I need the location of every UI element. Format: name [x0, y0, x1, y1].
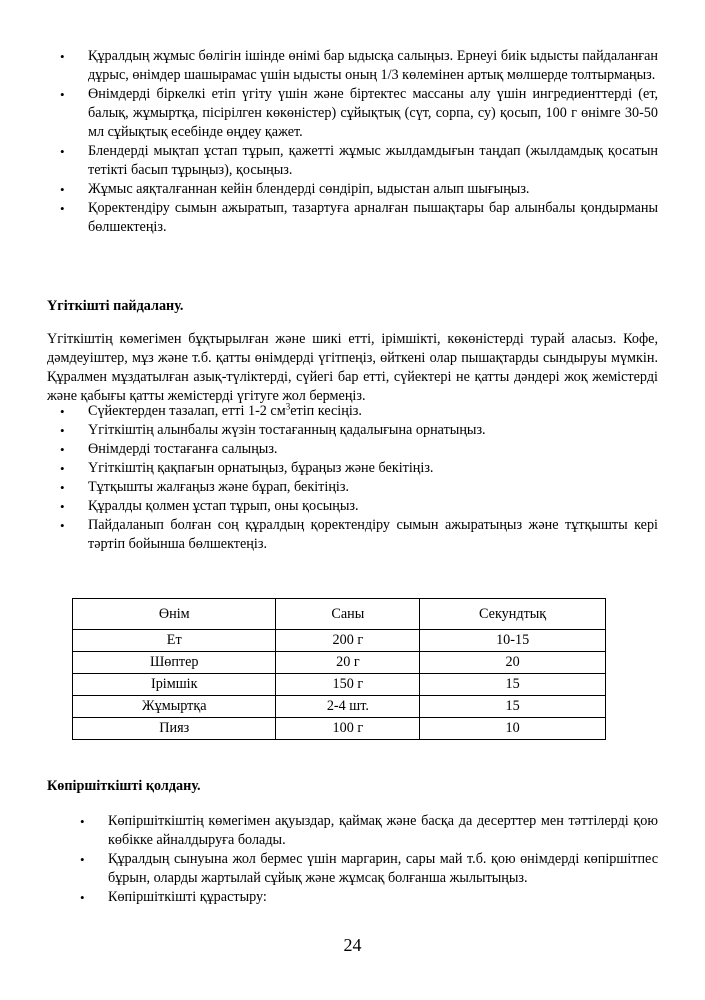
list-item — [60, 142, 658, 180]
bullet-icon: • — [60, 144, 65, 159]
list-item-text: Пайдаланып болған соң құралдың қоректендіру сымын ажыратыңыз және тұтқышты кері тәртіп бойынша бөлшектеңіз. — [88, 517, 658, 552]
list-item-text: Үгіткіштің алынбалы жүзін тостағанның қадалығына орнатыңыз. — [88, 422, 486, 438]
table-row — [73, 630, 606, 652]
table-cell: Жұмыртқа — [73, 696, 276, 718]
table-cell: 200 г — [276, 630, 420, 652]
list-item-text: Үгіткіштің қақпағын орнатыңыз, бұраңыз және бекітіңіз. — [88, 460, 434, 476]
table-cell: Ірімшік — [73, 674, 276, 696]
bullet-icon: • — [60, 480, 65, 495]
table-cell: 10-15 — [420, 630, 606, 652]
table-cell: 20 — [420, 652, 606, 674]
list-item-text: Құралдың сынуына жол бермес үшін маргарин, сары май т.б. қою өнімдерді көпіршітпес бұрын, оларды жартылай сұйық және жұмсақ болғанша жылытыңыз. — [108, 851, 658, 886]
list-item-text: Құралды қолмен ұстап тұрып, оны қосыңыз. — [88, 498, 359, 514]
list-item — [60, 478, 658, 497]
bullet-icon: • — [60, 404, 65, 419]
table-header-cell: Секундтық — [420, 599, 606, 630]
bullet-icon: • — [60, 49, 65, 64]
table-cell: 2-4 шт. — [276, 696, 420, 718]
table-cell: Шөптер — [73, 652, 276, 674]
grinder-intro-paragraph: Үгіткіштің көмегімен бұқтырылған және шикі етті, ірімшікті, көкөністерді турай аласыз. Кофе, дәмдеуіштер, мұз және т.б. қатты өнімдерді үгітпеңіз, өйткені олар пышақтарды сындыруы мүмкін. Құралмен мұздатылған азық-түліктерді, сүйегі бар етті, сүйектері не қатты дәндері жоқ жемістерді және қабығы қатты жемістерді үгітуге жол бермеңіз. — [47, 331, 658, 404]
bullet-icon: • — [60, 461, 65, 476]
list-item-text-pre: Сүйектерден тазалап, етті 1-2 см — [88, 403, 286, 419]
bullet-icon: • — [60, 499, 65, 514]
table-row — [73, 718, 606, 740]
list-item — [60, 421, 658, 440]
list-item-text: Қоректендіру сымын ажыратып, тазартуға арналған пышақтары бар алынбалы қондырманы бөлшектеңіз. — [88, 200, 658, 235]
table-row — [73, 674, 606, 696]
list-item-text: Құралдың жұмыс бөлігін ішінде өнімі бар ыдысқа салыңыз. Ернеуі биік ыдысты пайдаланған дұрыс, өнімдер шашырамас үшін ыдысты оның 1/3 көлемінен артық мөлшерде толтырмаңыз. — [88, 48, 658, 83]
table-row — [73, 652, 606, 674]
table-cell: Ет — [73, 630, 276, 652]
list-item-text-post: етіп кесіңіз. — [290, 403, 362, 419]
table-header-cell: Өнім — [73, 599, 276, 630]
bullet-icon: • — [60, 423, 65, 438]
superscript: 3 — [285, 401, 291, 412]
list-item — [80, 812, 658, 850]
table-header-row — [73, 599, 606, 630]
table-cell: 10 — [420, 718, 606, 740]
table-header-cell: Саны — [276, 599, 420, 630]
list-item — [60, 85, 658, 142]
list-item-text: Көпіршіткішті құрастыру: — [108, 889, 267, 905]
section-heading-whisk: Көпіршіткішті қолдану. — [47, 778, 201, 794]
table-cell: Пияз — [73, 718, 276, 740]
bullet-icon: • — [80, 852, 85, 867]
list-item — [60, 47, 658, 85]
list-item — [60, 199, 658, 237]
table-cell: 15 — [420, 674, 606, 696]
bullet-icon: • — [60, 442, 65, 457]
list-item-text: Өнімдерді біркелкі етіп үгіту үшін және біртектес массаны алу үшін ингредиенттерді (ет, балық, жұмыртқа, пісірілген көкөністер) сұйықтық (сүт, сорпа, су) қосып, 100 г өнімге 30-50 мл сұйықтық есебінде өңдеу қажет. — [88, 86, 658, 140]
list-item-text: Блендерді мықтап ұстап тұрып, қажетті жұмыс жылдамдығын таңдап (жылдамдық қосатын тетікті басып тұрыңыз), қосыңыз. — [88, 143, 658, 178]
list-item — [60, 401, 658, 421]
bullet-icon: • — [80, 814, 85, 829]
page-number: 24 — [343, 935, 362, 955]
grinding-times-table — [72, 598, 606, 740]
list-item-text: Тұтқышты жалғаңыз және бұрап, бекітіңіз. — [88, 479, 350, 495]
grinder-steps-list — [60, 401, 658, 554]
whisk-steps-list — [80, 812, 658, 907]
blender-steps-list — [60, 47, 658, 237]
list-item — [80, 850, 658, 888]
table-cell: 15 — [420, 696, 606, 718]
list-item — [80, 888, 658, 907]
list-item — [60, 180, 658, 199]
table-cell: 20 г — [276, 652, 420, 674]
list-item — [60, 459, 658, 478]
list-item — [60, 516, 658, 554]
bullet-icon: • — [60, 518, 65, 533]
table-cell: 150 г — [276, 674, 420, 696]
list-item-text: Көпіршіткіштің көмегімен ақуыздар, қаймақ және басқа да десерттер мен тәттілерді қою көбікке айналдыруға болады. — [108, 813, 658, 848]
list-item-text: Өнімдерді тостағанға салыңыз. — [88, 441, 278, 457]
bullet-icon: • — [60, 201, 65, 216]
section-heading-grinder: Үгіткішті пайдалану. — [47, 298, 184, 314]
list-item-text: Жұмыс аяқталғаннан кейін блендерді сөндіріп, ыдыстан алып шығыңыз. — [88, 181, 530, 197]
table-row — [73, 696, 606, 718]
list-item — [60, 497, 658, 516]
list-item — [60, 440, 658, 459]
table-cell: 100 г — [276, 718, 420, 740]
bullet-icon: • — [60, 87, 65, 102]
bullet-icon: • — [60, 182, 65, 197]
bullet-icon: • — [80, 890, 85, 905]
